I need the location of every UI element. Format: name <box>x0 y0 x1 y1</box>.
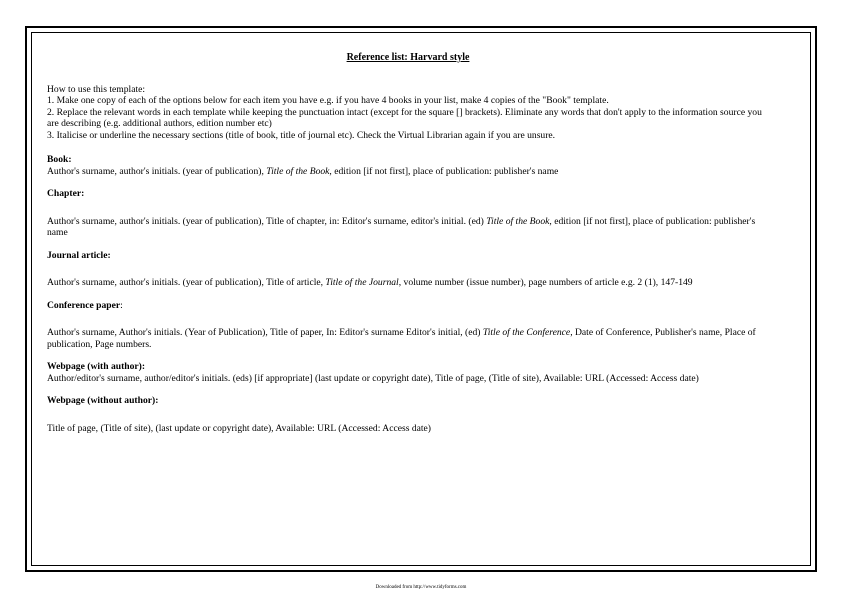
journal-template-start: Author's surname, author's initials. (year of publication), Title of article, <box>47 277 326 288</box>
journal-template <box>47 277 769 289</box>
conference-section <box>47 300 769 351</box>
instruction-step-1: 1. Make one copy of each of the options below for each item you have e.g. if you have 4 books in your list, make 4 copies of the "Book" template. <box>47 95 609 106</box>
book-template-end: , edition [if not first], place of publication: publisher's name <box>329 165 559 177</box>
webpage-no-author-heading: Webpage (without author): <box>47 395 159 406</box>
journal-section <box>47 250 769 289</box>
book-template-title: Title of the Book <box>266 165 330 177</box>
conference-template-title: Title of the Conference <box>482 327 571 338</box>
document-content <box>47 52 769 434</box>
instructions-intro: How to use this template: <box>47 83 146 95</box>
journal-template-title: Title of the Journal <box>325 277 399 288</box>
webpage-no-author-template: Title of page, (Title of site), (last update or copyright date), Available: URL (Accessed: Access date) <box>47 422 432 434</box>
conference-heading <box>47 300 769 312</box>
book-heading: Book: <box>47 154 72 165</box>
conference-template <box>47 327 769 350</box>
conference-template-start: Author's surname, Author's initials. (Year of Publication), Title of paper, In: Editor's surname Editor's initial, (ed) <box>47 327 483 338</box>
book-template-start: Author's surname, author's initials. (year of publication), <box>47 165 267 177</box>
document-title: Reference list: Harvard style <box>346 52 470 63</box>
webpage-author-heading: Webpage (with author): <box>47 361 146 372</box>
journal-template-end: , volume number (issue number), page numbers of article e.g. 2 (1), 147-149 <box>398 277 693 288</box>
webpage-no-author-section <box>47 395 769 434</box>
chapter-template-title: Title of the Book <box>486 215 550 227</box>
journal-heading: Journal article: <box>47 249 111 261</box>
instructions-block <box>47 84 769 142</box>
chapter-template-end: , edition [if not first], place of publication: publisher's name <box>47 215 756 238</box>
conference-heading-colon: : <box>120 299 123 311</box>
webpage-author-section <box>47 361 769 384</box>
instruction-step-2: 2. Replace the relevant words in each template while keeping the punctuation intact (except for the square [] brackets). Eliminate any words that don't apply to the information source you are describing (e.g. additional authors, edition number etc) <box>47 106 762 129</box>
webpage-author-template: Author/editor's surname, author/editor's initials. (eds) [if appropriate] (last update or copyright date), Title of page, (Title of site), Available: URL (Accessed: Access date) <box>47 372 699 384</box>
chapter-template-start: Author's surname, author's initials. (year of publication), Title of chapter, in: Editor's surname, editor's initial. (ed) <box>47 215 487 227</box>
download-footer: Downloaded from http://www.tidyforms.com <box>375 585 467 590</box>
chapter-heading: Chapter: <box>47 188 85 199</box>
conference-heading-text: Conference paper <box>47 299 121 311</box>
chapter-template <box>47 216 769 239</box>
book-section <box>47 154 769 177</box>
conference-template-end: , Date of Conference, Publisher's name, Place of publication, Page numbers. <box>47 327 756 350</box>
instruction-step-3: 3. Italicise or underline the necessary sections (title of book, title of journal etc). Check the Virtual Librarian again if you are unsure. <box>47 129 556 141</box>
chapter-section <box>47 188 769 239</box>
book-template <box>47 166 769 178</box>
